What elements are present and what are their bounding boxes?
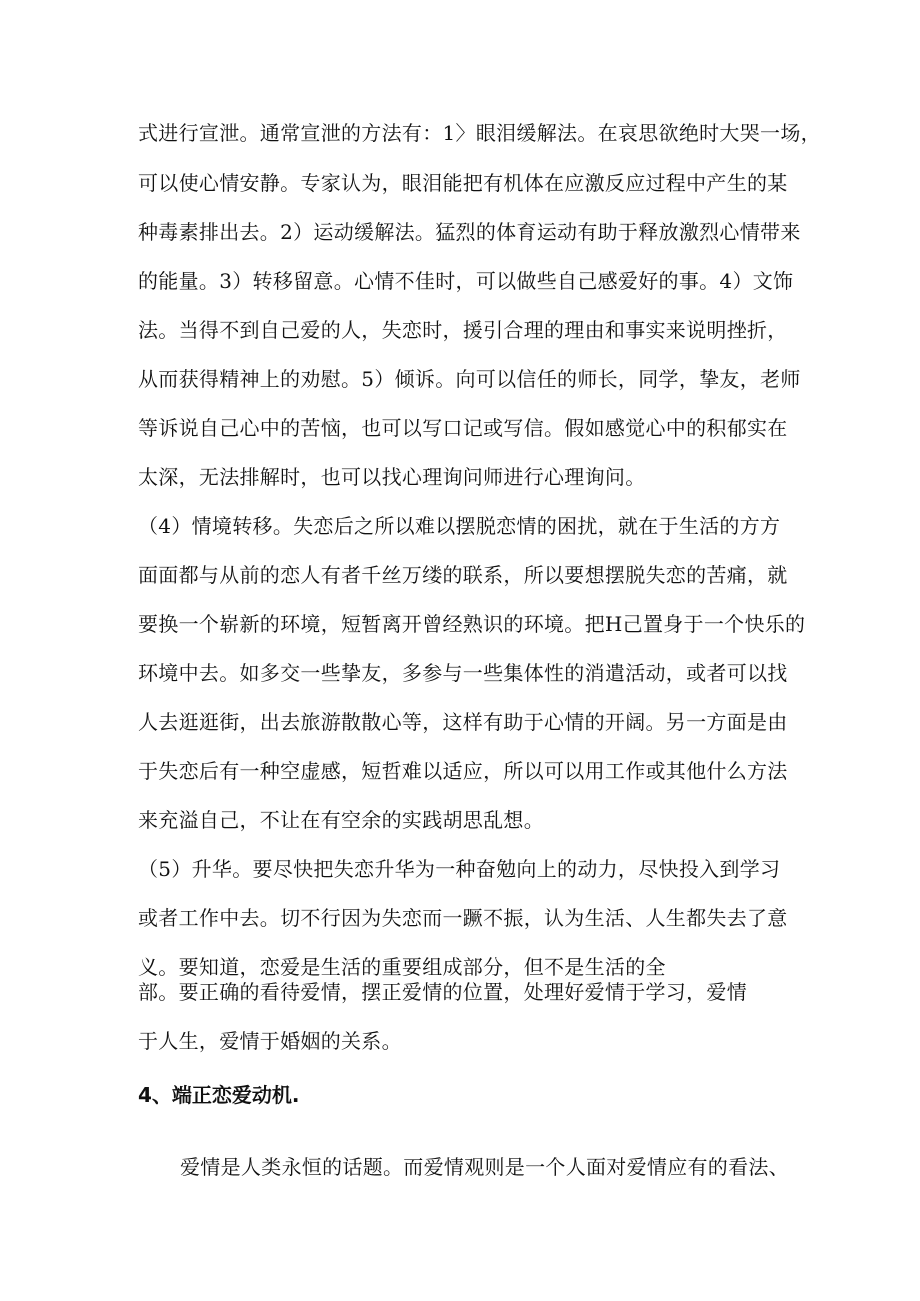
paragraph-line: （5）升华。要尽快把失恋升华为一种奋勉向上的动力，尽快投入到学习 (138, 857, 781, 881)
paragraph-line: 于失恋后有一种空虚感，短哲难以适应，所以可以用工作或其他什么方法 (138, 759, 788, 783)
paragraph-line: 面面都与从前的恋人有者千丝万缕的联系，所以要想摆脱失恋的苦痛，就 (138, 563, 788, 587)
paragraph-line: 可以使心情安静。专家认为，眼泪能把有机体在应激反应过程中产生的某 (138, 171, 788, 195)
paragraph-line: 环境中去。如多交一些挚友，多参与一些集体性的消遣活动，或者可以找 (138, 661, 788, 685)
paragraph-line: 人去逛逛街，出去旅游散散心等，这样有助于心情的开阔。另一方面是由 (138, 710, 788, 734)
paragraph-line: 部。要正确的看待爱情，摆正爱情的位置，处理好爱情于学习，爱情 (138, 980, 747, 1004)
section-heading: 4、端正恋爱动机. (138, 1083, 300, 1107)
paragraph-line: 于人生，爱情于婚姻的关系。 (138, 1029, 402, 1053)
paragraph-line: 来充溢自己，不让在有空余的实践胡思乱想。 (138, 808, 544, 832)
paragraph-line: 式进行宣泄。通常宣泄的方法有：1〉眼泪缓解法。在哀思欲绝时大哭一场， (138, 121, 821, 145)
paragraph-line: 义。要知道，恋爱是生活的重要组成部分，但不是生活的全 (138, 955, 666, 979)
paragraph-line: 种毒素排出去。2）运动缓解法。猛烈的体育运动有助于释放激烈心情带来 (138, 220, 801, 244)
paragraph-line: 的能量。3）转移留意。心情不佳时，可以做些自己感爱好的事。4）文饰 (138, 269, 794, 293)
paragraph-line: 等诉说自己心中的苦恼，也可以写口记或写信。假如感觉心中的积郁实在 (138, 416, 788, 440)
paragraph-line: （4）情境转移。失恋后之所以难以摆脱恋情的困扰，就在于生活的方方 (138, 514, 781, 538)
paragraph-line: 从而获得精神上的劝慰。5）倾诉。向可以信任的师长，同学，挚友，老师 (138, 367, 801, 391)
paragraph-line: 太深，无法排解时，也可以找心理询问师进行心理询问。 (138, 465, 646, 489)
paragraph-line: 或者工作中去。切不行因为失恋而一蹶不振，认为生活、人生都失去了意 (138, 906, 788, 930)
paragraph-line: 要换一个崭新的环境，短暂离开曾经熟识的环境。把H己置身于一个快乐的 (138, 612, 806, 636)
paragraph-line: 法。当得不到自己爱的人，失恋时，援引合理的理由和事实来说明挫折， (138, 318, 788, 342)
paragraph-line: 爱情是人类永恒的话题。而爱情观则是一个人面对爱情应有的看法、 (180, 1155, 789, 1179)
